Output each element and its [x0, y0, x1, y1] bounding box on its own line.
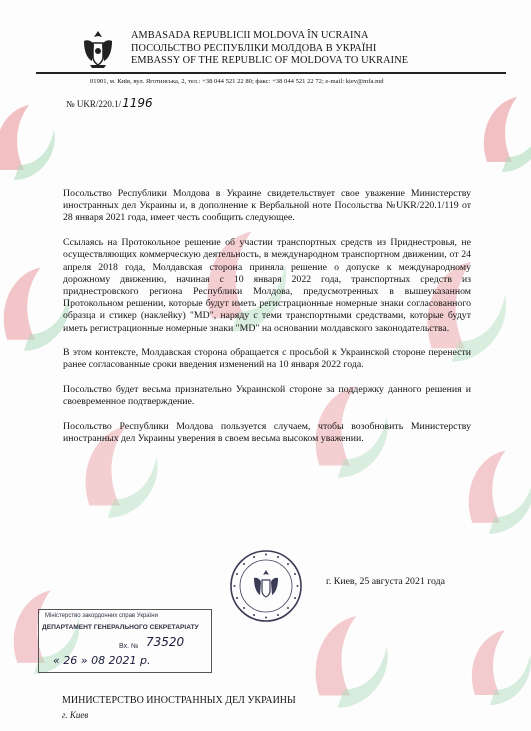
paragraph-4: Посольство будет весьма признательно Украинской стороне за поддержку данного решения и своевременное подтверждение.	[63, 384, 471, 408]
note-reference-number	[66, 96, 153, 110]
note-body	[63, 188, 471, 458]
place-and-date: г. Киев, 25 августа 2021 года	[326, 576, 445, 587]
stamp-ministry-line: Міністерство закордонних справ України	[45, 613, 158, 619]
moldova-coat-of-arms-icon	[78, 27, 118, 71]
anniversary-watermark	[460, 620, 531, 720]
letterhead	[131, 30, 408, 68]
letterhead-romanian: AMBASADA REPUBLICII MOLDOVA ÎN UCRAINA	[131, 30, 369, 41]
letterhead-ukrainian: ПОСОЛЬСТВО РЕСПУБЛІКИ МОЛДОВА В УКРАЇНІ	[131, 42, 377, 54]
anniversary-watermark	[300, 610, 400, 720]
addressee-name: МИНИСТЕРСТВО ИНОСТРАННЫХ ДЕЛ УКРАИНЫ	[62, 695, 296, 706]
letterhead-divider	[36, 72, 506, 74]
stamp-incoming-number: 73520	[146, 635, 185, 649]
paragraph-5: Посольство Республики Молдова пользуется случаем, чтобы возобновить Министерству иностранных дел Украины уверения в своем весьма высоком уважении.	[63, 421, 471, 445]
anniversary-watermark	[0, 100, 64, 190]
anniversary-watermark	[472, 92, 531, 182]
stamp-department-line: ДЕПАРТАМЕНТ ГЕНЕРАЛЬНОГО СЕКРЕТАРІАТУ	[42, 624, 199, 631]
embassy-seal-icon	[228, 548, 304, 624]
reference-prefix: № UKR/220.1/	[66, 99, 122, 109]
registration-stamp	[38, 609, 212, 673]
paragraph-2: Ссылаясь на Протокольное решение об участии транспортных средств из Приднестровья, не осуществляющих коммерческую деятельность, в международном транспортном движении, от 24 апреля 2018 года, Молдавская сторона приняла решение о допуске к международному дорожному движению, начиная с 10 января 2022 года, транспортных средств из приднестровского региона Республики Молдова, предусмотренных в вышеуказанном Протокольном решении, которые будут иметь регистрационные номерные знаки согласованного образца и стикер (наклейку) "MD", наряду с теми транспортными средствами, которые будут иметь регистрационные номерные знаки "MD" на основании молдавского законодательства.	[63, 237, 471, 334]
letterhead-english: EMBASSY OF THE REPUBLIC OF MOLDOVA TO UKRAINE	[131, 55, 409, 67]
reference-handwritten-number: 1196	[122, 96, 153, 110]
stamp-received-date: « 26 » 08 2021 р.	[53, 654, 151, 667]
addressee-city: г. Киев	[62, 710, 89, 720]
paragraph-1: Посольство Республики Молдова в Украине свидетельствует свое уважение Министерству иностранных дел Украины и, в дополнение к Вербальной ноте Посольства №UKR/220.1/119 от 28 января 2021 года, имеет честь сообщить следующее.	[63, 188, 471, 224]
embassy-address: 01901, м. Київ, вул. Яготинська, 2, тел.: +38 044 521 22 80; факс: +38 044 521 22 72; e-mail: kiev@mfa.md	[90, 78, 384, 85]
anniversary-watermark	[455, 445, 531, 545]
paragraph-3: В этом контексте, Молдавская сторона обращается с просьбой к Украинской стороне перенести ранее согласованные сроки введения изменений на 10 января 2022 года.	[63, 347, 471, 371]
stamp-incoming-label: Вх. №	[119, 643, 139, 650]
